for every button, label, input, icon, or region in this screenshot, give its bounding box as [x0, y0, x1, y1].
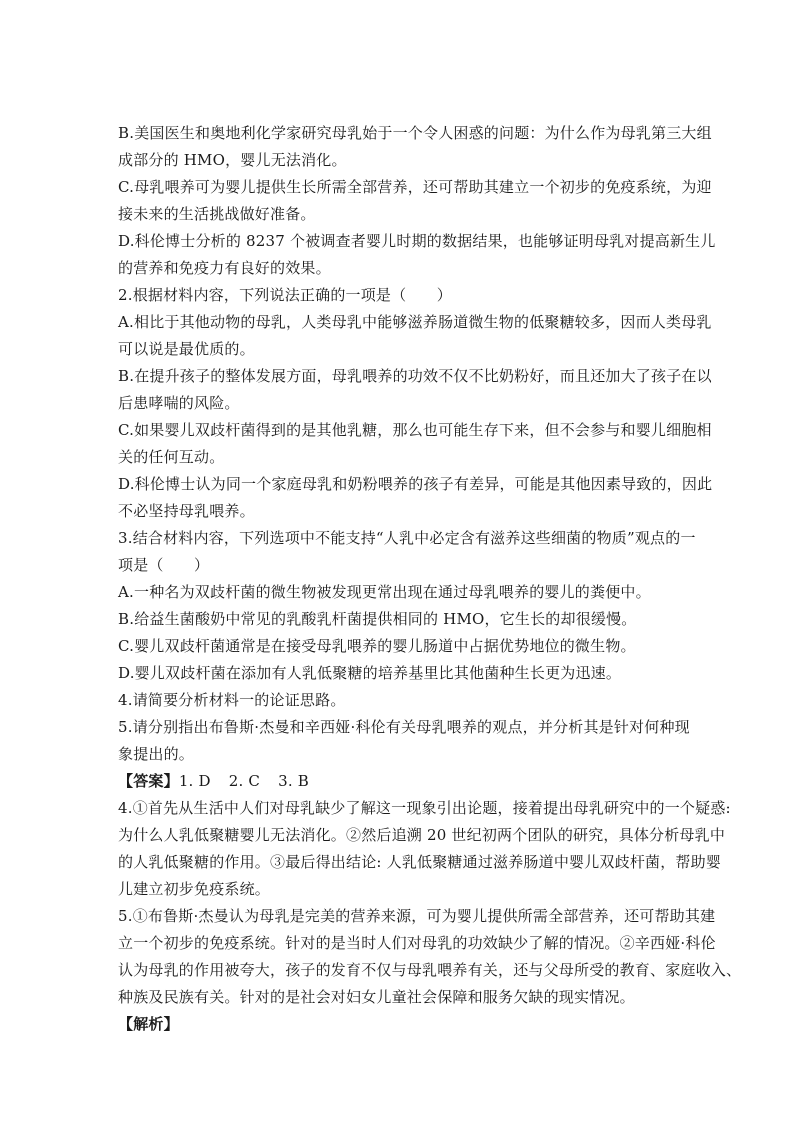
text-line: 项是（ ） [118, 556, 210, 574]
answer-text-line: 儿建立初步免疫系统。 [118, 880, 271, 898]
text-line: C.母乳喂养可为婴儿提供生长所需全部营养，还可帮助其建立一个初步的免疫系统，为迎 [118, 178, 712, 196]
text-line: 象提出的。 [118, 745, 195, 763]
question-3-stem: 3.结合材料内容，下列选项中不能支持“人乳中必定含有滋养这些细菌的物质”观点的一 [118, 529, 696, 547]
text-line: A.相比于其他动物的母乳，人类母乳中能够滋养肠道微生物的低聚糖较多，因而人类母乳 [118, 313, 712, 331]
text-line: 接未来的生活挑战做好准备。 [118, 205, 316, 223]
question-2-stem: 2.根据材料内容，下列说法正确的一项是（ ） [118, 286, 452, 304]
analysis-label: 【解析】 [118, 1015, 179, 1033]
text-line: D.科伦博士分析的 8237 个被调查者婴儿时期的数据结果，也能够证明母乳对提高新生儿 [118, 232, 716, 250]
text-line: 的营养和免疫力有良好的效果。 [118, 259, 331, 277]
answer-line [118, 768, 684, 795]
text-line: 可以说是最优质的。 [118, 340, 255, 358]
text-line: B.给益生菌酸奶中常见的乳酸乳杆菌提供相同的 HMO，它生长的却很缓慢。 [118, 610, 637, 628]
answer-2: 2. C [228, 772, 261, 790]
text-line: 成部分的 HMO，婴儿无法消化。 [118, 151, 347, 169]
document-page [118, 120, 742, 1038]
text-line: 后患哮喘的风险。 [118, 394, 240, 412]
answer-text-line: 4.①首先从生活中人们对母乳缺少了解这一现象引出论题，接着提出母乳研究中的一个疑惑: [118, 799, 731, 817]
question-4: 4.请简要分析材料一的论证思路。 [118, 691, 346, 709]
answer-text-line: 为什么人乳低聚糖婴儿无法消化。②然后追溯 20 世纪初两个团队的研究，具体分析母乳中 [118, 826, 726, 844]
question-5: 5.请分别指出布鲁斯·杰曼和辛西娅·科伦有关母乳喂养的观点，并分析其是针对何种现 [118, 718, 690, 736]
text-line: A.一种名为双歧杆菌的微生物被发现更常出现在通过母乳喂养的婴儿的粪便中。 [118, 583, 651, 601]
text-line: 关的任何互动。 [118, 448, 225, 466]
answer-text-line: 的人乳低聚糖的作用。③最后得出结论: 人乳低聚糖通过滋养肠道中婴儿双歧杆菌，帮助婴 [118, 853, 722, 871]
answer-text-line: 立一个初步的免疫系统。针对的是当时人们对母乳的功效缺少了解的情况。②辛西娅·科伦 [118, 934, 716, 952]
text-line: 不必坚持母乳喂养。 [118, 502, 255, 520]
answer-1: 1. D [178, 772, 211, 790]
text-line: B.美国医生和奥地利化学家研究母乳始于一个令人困惑的问题：为什么作为母乳第三大组 [118, 124, 712, 142]
answer-text-line: 认为母乳的作用被夸大，孩子的发育不仅与母乳喂养有关，还与父母所受的教育、家庭收入、 [118, 961, 742, 979]
text-line: D.科伦博士认为同一个家庭母乳和奶粉喂养的孩子有差异，可能是其他因素导致的，因此 [118, 475, 713, 493]
text-line: B.在提升孩子的整体发展方面，母乳喂养的功效不仅不比奶粉好，而且还加大了孩子在以 [118, 367, 712, 385]
answer-text-line: 种族及民族有关。针对的是社会对妇女儿童社会保障和服务欠缺的现实情况。 [118, 988, 635, 1006]
text-line: C.婴儿双歧杆菌通常是在接受母乳喂养的婴儿肠道中占据优势地位的微生物。 [118, 637, 636, 655]
answer-label: 【答案】 [118, 772, 179, 790]
answer-text-line: 5.①布鲁斯·杰曼认为母乳是完美的营养来源，可为婴儿提供所需全部营养，还可帮助其建 [118, 907, 716, 925]
text-line: D.婴儿双歧杆菌在添加有人乳低聚糖的培养基里比其他菌种生长更为迅速。 [118, 664, 622, 682]
answer-3: 3. B [278, 772, 309, 790]
text-line: C.如果婴儿双歧杆菌得到的是其他乳糖，那么也可能生存下来，但不会参与和婴儿细胞相 [118, 421, 712, 439]
